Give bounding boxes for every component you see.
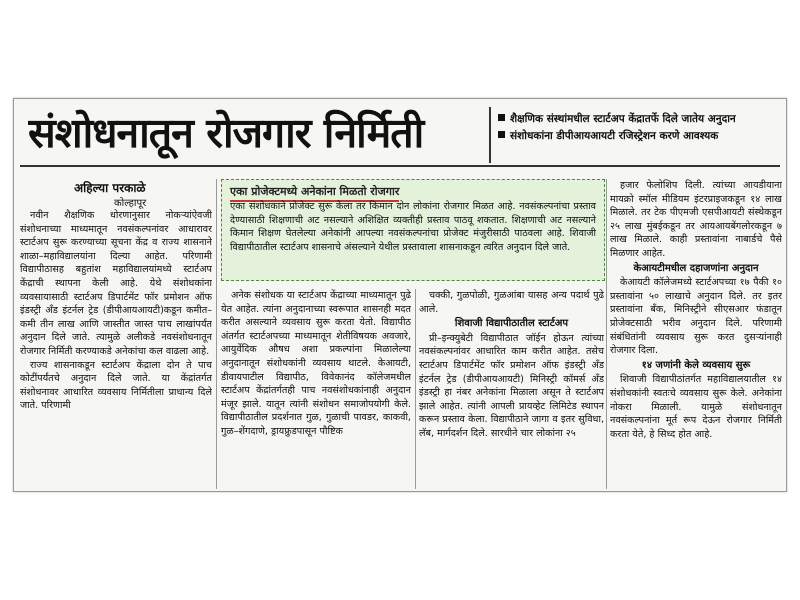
paragraph: शिवाजी विद्यापीठांतर्गत महाविद्यालयातील १४ संशोधकांनी स्वतःचे व्यवसाय सुरू केले. अनेकांना नोकरा मिळाली. यामुळे संशोधनातून नवसंकल्पनांना मूर्त रूप देऊन रोजगार निर्मिती करता येते, हे सिध्द होत आहे. — [610, 374, 782, 440]
highlight-box — [221, 179, 605, 281]
column-divider — [606, 179, 607, 489]
article-column-1 — [20, 209, 212, 489]
bullet-square-icon — [498, 131, 505, 138]
paragraph: राज्य शासनाकडून स्टार्टअप केंद्राला दोन ते पाच कोटींपर्यंतचे अनुदान दिले जाते. या केंद्रांतर्गत संशोधनावर आधारित व्यवसाय निर्मितीला प्राधान्य दिले जाते. परिणामी — [20, 359, 212, 412]
box-body: एका संशोधकाने प्रोजेक्ट सुरू केला तर किमान दोन लोकांना रोजगार मिळत आहे. नवसंकल्पनांचा प्रस्ताव देण्यासाठी शिक्षणाची अट नसल्याने अशिक्षित व्यक्तीही प्रस्ताव पाठवू शकतात. शिक्षणाची अट नसल्याने किमान शिक्षण घेतलेल्या अनेकांनी आपल्या नवसंकल्पनांचा प्रोजेक्ट मंजुरीसाठी पाठवला आहे. शिवाजी विद्यापीठातील स्टार्टअप शासनाचे अंसल्याने येथील प्रस्तावाला शासनाकडून त्वरित अनुदान दिले जाते. — [230, 201, 596, 253]
subheading: १४ जणांनी केले व्यवसाय सुरू — [641, 359, 751, 371]
column-divider — [216, 179, 217, 489]
headline: संशोधनातून रोजगार निर्मिती — [28, 109, 424, 157]
article-column-2 — [221, 289, 411, 489]
highlights — [498, 111, 783, 145]
highlight-text: शैक्षणिक संस्थांमधील स्टार्टअप केंद्रातर्फे दिले जातेय अनुदान — [510, 113, 736, 125]
paragraph: चक्की, गुळपोळी, गुळआंबा यासह अन्य पदार्थ पुढे आले. — [419, 290, 604, 315]
headline-divider — [489, 107, 491, 163]
article-column-3 — [419, 289, 604, 489]
newspaper-clipping — [13, 98, 787, 492]
article-column-4 — [610, 179, 782, 489]
column-divider — [415, 289, 416, 489]
bullet-square-icon — [498, 114, 505, 121]
paragraph: अनेक संशोधक या स्टार्टअप केंद्राच्या माध्यमातून पुढे येत आहेत. त्यांना अनुदानाच्या स्वरूपात शासनही मदत करीत असल्याने व्यवसाय सुरू करता येतो. विद्यापीठ अंतर्गत स्टार्टअपच्या माध्यमातून शेतीविषयक अवजारे, आयुर्वेदिक औषध अशा प्रकल्पांना मिळालेल्या अनुदानातून संशोधकांनी व्यवसाय थाटले. केआयटी, डीवायपाटील विद्यापीठ, विवेकानंद कॉलेजमधील स्टार्टअप केंद्रांतर्गतही पाच नवसंशोधकांनाही अनुदान मंजूर झाले. यातून त्यांनी संशोधन समाजोपयोगी केले. विद्यापीठातील प्रदर्शनात गुळ, गुळाची पावडर, काकवी, गुळ–शेंगदाणे, ड्रायफ्रुडपासून पौष्टिक — [221, 290, 411, 437]
byline-author: अहिल्या परकाळे — [74, 181, 146, 195]
header-rule — [20, 165, 780, 167]
byline-city: कोल्हापूर — [114, 198, 147, 209]
paragraph: केआयटी कॉलेजमध्ये स्टार्टअपच्या १७ पैकी १० प्रस्तावांना ५० लाखाचे अनुदान दिले. तर इतर प्रस्तावांना बँक, मिनिस्ट्रीने सीएसआर फंडातून प्रोजेक्टसाठी भरीव अनुदान दिले. परिणामी संबंधितांनी व्यवसाय सुरू करत दुसऱ्यांनाही रोजगार दिला. — [610, 277, 782, 357]
highlight-item — [498, 111, 783, 128]
highlight-item — [498, 128, 783, 145]
highlight-text: संशोधकांना डीपीआयआयटी रजिस्ट्रेशन करणे आवश्यक — [510, 130, 719, 142]
paragraph: प्री–इन्क्युबेटी विद्यापीठात जॉईन होऊन त्यांच्या नवसंकल्पनांवर आधारित काम करीत आहेत. तसेच स्टार्टअप डिपार्टमेंट फॉर प्रमोशन ऑफ इंडस्ट्री अँड इंटर्नल ट्रेड (डीपीआयआयटी) मिनिस्ट्री कॉमर्स अँड इंडस्ट्री हा नंबर अनेकांना मिळाला असून ते स्टार्टअप झाले आहेत. त्यांनी आपली प्रायव्हेट लिमिटेड स्थापन करून प्रस्ताव केला. विद्यापीठाने जागा व इतर सुविधा, लॅब, मार्गदर्शन दिले. सारधीने चार लोकांना २५ — [419, 332, 604, 439]
box-title: एका प्रोजेक्टमध्ये अनेकांना मिळतो रोजगार — [230, 184, 399, 202]
paragraph: हजार फेलोशिप दिली. त्यांच्या आयडीयाना मायक्रो स्मॉल मीडियम इंटरप्राइजकडून १४ लाख मिळाले. तर टेक पीएमजी एसपीआयटी संस्थेकडून २५ लाख मुंबईकडून तर आयआयबेंगलोरकडून ७ लाख मिळाले. काही प्रस्तावांना नाबार्डचे पैसे मिळणार आहेत. — [610, 180, 782, 259]
subheading: शिवाजी विद्यापीठातील स्टार्टअप — [454, 318, 569, 330]
subheading: केआयटीमधील दहाजणांना अनुदान — [633, 262, 759, 274]
paragraph: नवीन शैक्षणिक धोरणानुसार नोकऱ्यांऐवजी संशोधनाच्या माध्यमातून नवसंकल्पनांवर आधारावर स्टार्टअप सुरू करण्याच्या सूचना केंद्र व राज्य शासनाने शाळा–महाविद्यालयांना दिल्या आहेत. परिणामी विद्यापीठासह बहुतांश महाविद्यालयांमध्ये स्टार्टअप केंद्राची स्थापना केली आहे. येथे संशोधकांना व्यवसायासाठी स्टार्टअप डिपार्टमेंट फॉर प्रमोशन ऑफ इंडस्ट्री अँड इंटर्नल ट्रेड (डीपीआयआयटी)कडून कमीत–कमी तीन लाख आणि जास्तीत जास्त पाच लाखांपर्यंत अनुदान दिले जाते. त्यामुळे अलीकडे नवसंशोधनातून रोजगार निर्मिती करण्याकडे अनेकांचा कल वाढला आहे. — [20, 210, 212, 357]
